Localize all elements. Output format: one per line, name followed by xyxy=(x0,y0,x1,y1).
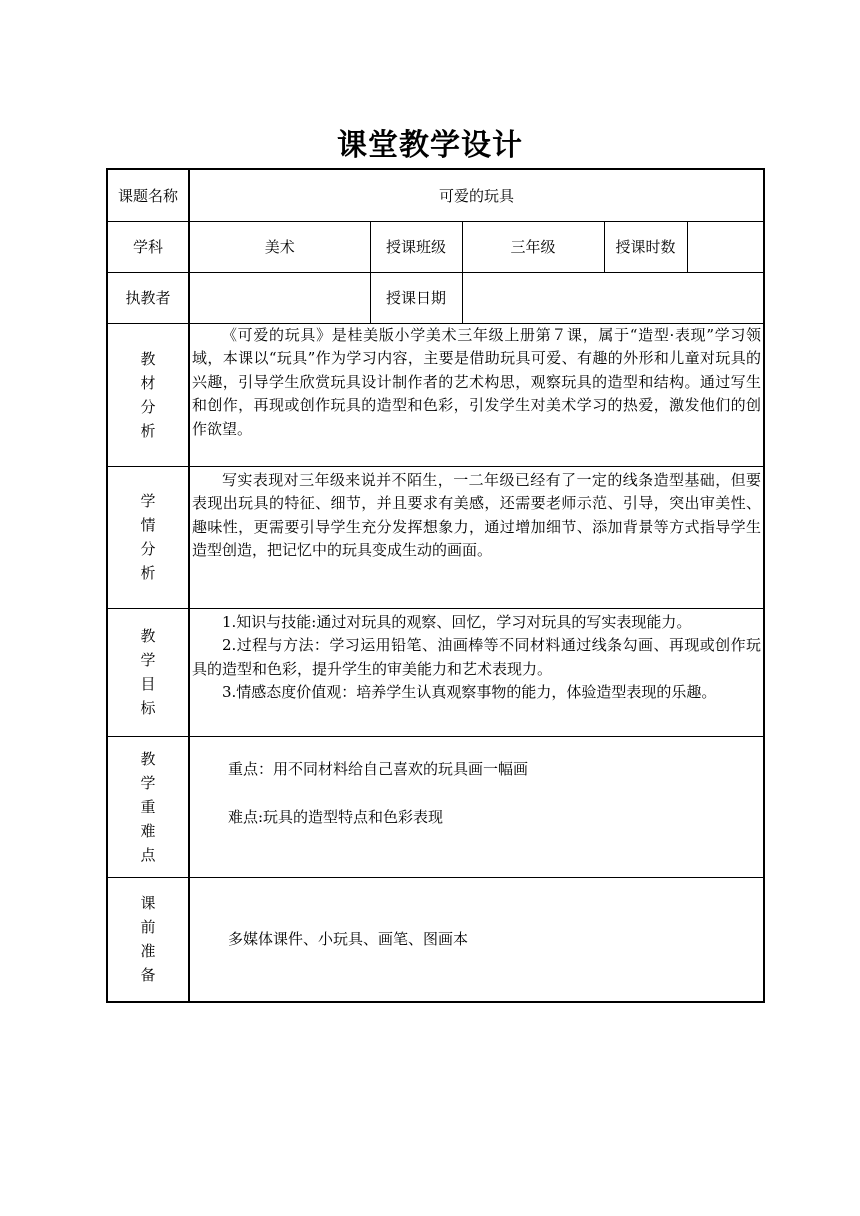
key-points-content xyxy=(189,736,764,877)
row-prep xyxy=(107,877,764,1002)
material-paragraph: 《可爱的玩具》是桂美版小学美术三年级上册第７课，属于“造型·表现”学习领域，本课以“玩具”作为学习内容，主要是借助玩具可爱、有趣的外形和儿童对玩具的兴趣，引导学生欣赏玩具设计制作者的艺术构思，观察玩具的造型和结构。通过写生和创作，再现或创作玩具的造型和色彩，引发学生对美术学习的热爱，激发他们的创作欲望。 xyxy=(192,325,762,438)
goal-item: 2.过程与方法：学习运用铅笔、油画棒等不同材料通过线条勾画、再现或创作玩具的造型和色彩，提升学生的审美能力和艺术表现力。 xyxy=(192,636,762,678)
row-key-points xyxy=(107,736,764,877)
topic-value: 可爱的玩具 xyxy=(189,169,764,221)
material-content xyxy=(189,323,764,466)
students-label: 学 情 分 析 xyxy=(107,466,189,608)
teacher-label: 执教者 xyxy=(107,272,189,323)
hours-value xyxy=(687,221,764,272)
date-label: 授课日期 xyxy=(370,272,462,323)
row-material xyxy=(107,323,764,466)
topic-label: 课题名称 xyxy=(107,169,189,221)
subject-value: 美术 xyxy=(189,221,370,272)
row-students xyxy=(107,466,764,608)
row-subject xyxy=(107,221,764,272)
date-value xyxy=(462,272,764,323)
row-topic xyxy=(107,169,764,221)
row-goals xyxy=(107,608,764,736)
students-content xyxy=(189,466,764,608)
page-title: 课堂教学设计 xyxy=(337,128,523,163)
teacher-value xyxy=(189,272,370,323)
students-paragraph: 写实表现对三年级来说并不陌生，一二年级已经有了一定的线条造型基础，但要表现出玩具的特征、细节，并且要求有美感，还需要老师示范、引导，突出审美性、趣味性，更需要引导学生充分发挥想象力，通过增加细节、添加背景等方式指导学生造型创造，把记忆中的玩具变成生动的画面。 xyxy=(192,470,762,559)
goals-label: 教 学 目 标 xyxy=(107,608,189,736)
goals-content xyxy=(189,608,764,736)
class-value: 三年级 xyxy=(462,221,604,272)
difficulty-text: 难点:玩具的造型特点和色彩表现 xyxy=(228,807,444,826)
subject-label: 学科 xyxy=(107,221,189,272)
key-points-label: 教 学 重 难 点 xyxy=(107,736,189,877)
lesson-plan-table xyxy=(106,168,765,1003)
material-label: 教 材 分 析 xyxy=(107,323,189,466)
hours-label: 授课时数 xyxy=(604,221,687,272)
prep-label: 课 前 准 备 xyxy=(107,877,189,1002)
goal-item: 3.情感态度价值观：培养学生认真观察事物的能力，体验造型表现的乐趣。 xyxy=(222,683,717,701)
goal-item: 1.知识与技能:通过对玩具的观察、回忆，学习对玩具的写实表现能力。 xyxy=(222,612,692,631)
prep-content xyxy=(189,877,764,1002)
class-label: 授课班级 xyxy=(370,221,462,272)
row-teacher xyxy=(107,272,764,323)
prep-text: 多媒体课件、小玩具、画笔、图画本 xyxy=(228,930,469,949)
focus-text: 重点：用不同材料给自己喜欢的玩具画一幅画 xyxy=(228,759,529,778)
